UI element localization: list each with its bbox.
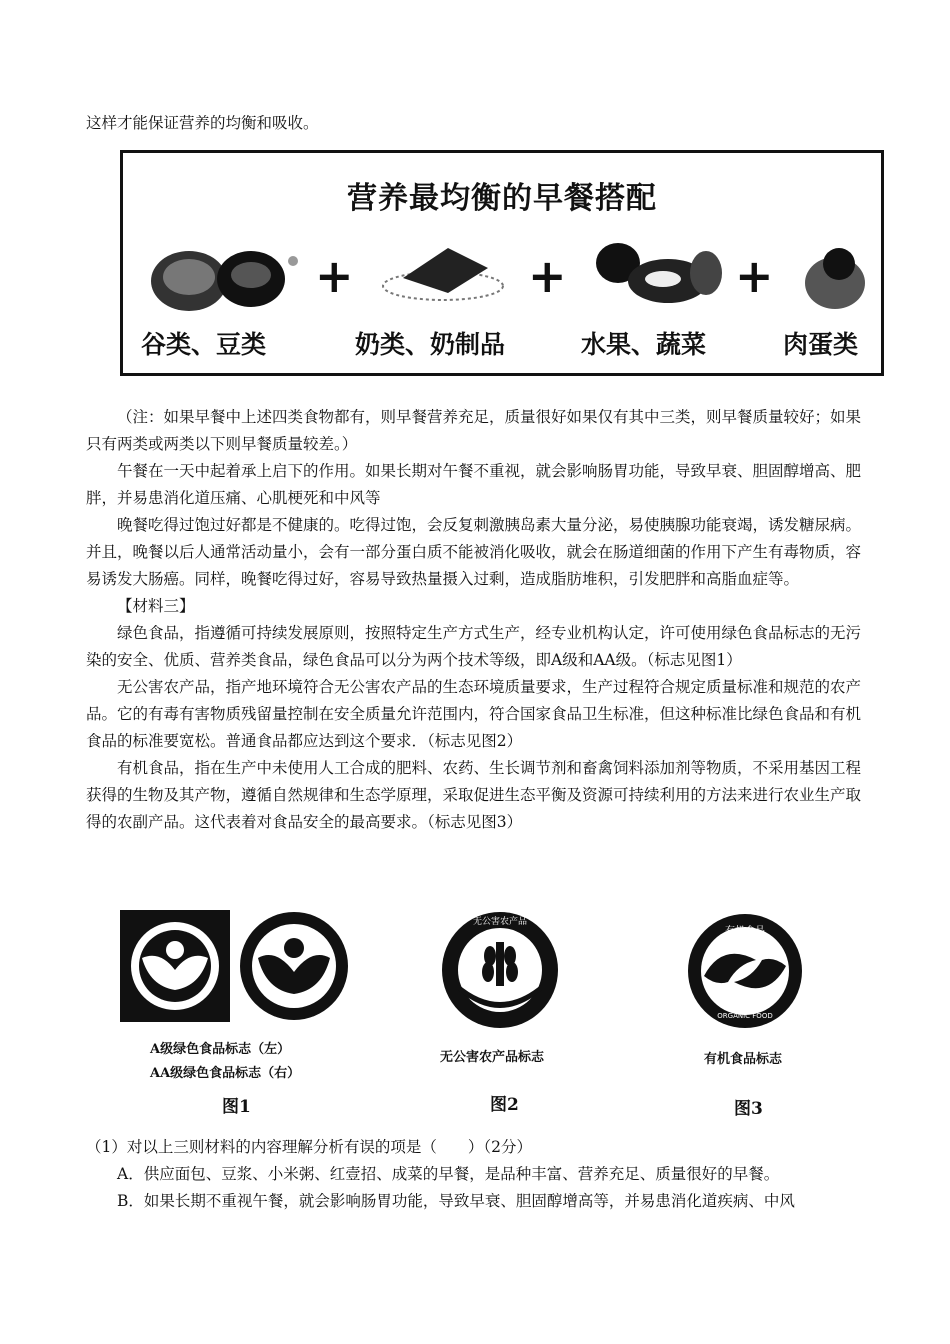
ring-text: 无公害农产品 — [472, 917, 528, 927]
organic-top-text: 有机食品 — [725, 926, 765, 937]
section-heading: 【材料三】 — [117, 597, 195, 615]
option-a: A．供应面包、豆浆、小米粥、红壹招、成菜的早餐，是品种丰富、营养充足、质量很好的早餐。 — [117, 1165, 780, 1183]
meat-egg-image — [795, 238, 875, 313]
paragraph: 这样才能保证营养的均衡和吸收。 — [86, 114, 319, 132]
plus-sign: + — [735, 249, 774, 303]
pollution-free-product-logo — [440, 910, 560, 1030]
lunch-paragraph: 午餐在一天中起着承上启下的作用。如果长期对午餐不重视，就会影响肠胃功能，导致早衰、胆固醇增高、肥胖，并易患消化道压痛、心肌梗死和中风等 — [86, 462, 862, 507]
milk-products-image — [378, 238, 508, 308]
intro-line — [86, 110, 866, 137]
body-text — [86, 404, 866, 836]
food-label: 谷类、豆类 — [141, 330, 267, 359]
note-paragraph: （注：如果早餐中上述四类食物都有，则早餐营养充足，质量很好如果仅有其中三类，则早餐质量较好；如果只有两类或两类以下则早餐质量较差。） — [86, 408, 862, 453]
organic-paragraph: 有机食品，指在生产中未使用人工合成的肥料、农药、生长调节剂和畜禽饲料添加剂等物质，不采用基因工程获得的生物及其产物，遵循自然规律和生态学原理，采取促进生态平衡及资源可持续利用的方法来进行农业生产取得的农副产品。这代表着对食品安全的最高要求。（标志见图3） — [86, 759, 862, 831]
organic-bottom-text: ORGANIC FOOD — [717, 1012, 773, 1020]
plus-sign: + — [528, 249, 567, 303]
fruit-vegetable-image — [588, 233, 728, 313]
figure-number: 图3 — [734, 1099, 763, 1119]
fig3-caption: 有机食品标志 — [704, 1052, 783, 1067]
fig1-caption-aa: AA级绿色食品标志（右） — [150, 1066, 301, 1081]
figure-number: 图1 — [222, 1097, 251, 1117]
figure-title: 营养最均衡的早餐搭配 — [347, 181, 657, 216]
food-label: 奶类、奶制品 — [355, 330, 506, 359]
green-food-paragraph: 绿色食品，指遵循可持续发展原则，按照特定生产方式生产，经专业机构认定，许可使用绿色食品标志的无污染的安全、优质、营养类食品，绿色食品可以分为两个技术等级，即A级和AA级。（标志见图1） — [86, 624, 862, 669]
plus-sign: + — [315, 249, 354, 303]
pollution-free-paragraph: 无公害农产品，指产地环境符合无公害农产品的生态环境质量要求，生产过程符合规定质量标准和规范的农产品。它的有毒有害物质残留量控制在安全质量允许范围内，符合国家食品卫生标准，但这种标准比绿色食品和有机食品的标准要宽松。普通食品都应达到这个要求．（标志见图2） — [86, 678, 862, 750]
food-label: 水果、蔬菜 — [581, 330, 707, 359]
figure-number: 图2 — [490, 1095, 519, 1115]
question-stem: （1）对以上三则材料的内容理解分析有误的项是（ ）（2分） — [86, 1138, 532, 1156]
a-grade-green-food-logo — [120, 910, 230, 1022]
breakfast-figure — [120, 150, 884, 376]
dinner-paragraph: 晚餐吃得过饱过好都是不健康的。吃得过饱，会反复刺激胰岛素大量分泌，易使胰腺功能衰竭，诱发糖尿病。并且，晚餐以后人通常活动量小，会有一部分蛋白质不能被消化吸收，就会在肠道细菌的作用下产生有毒物质，容易诱发大肠癌。同样，晚餐吃得过好，容易导致热量摄入过剩，造成脂肪堆积，引发肥胖和高脂血症等。 — [86, 516, 862, 588]
question-block — [86, 1134, 866, 1215]
option-b: B．如果长期不重视午餐，就会影响肠胃功能，导致早衰、胆固醇增高等，并易患消化道疾病、中风 — [117, 1192, 795, 1210]
food-label: 肉蛋类 — [783, 330, 859, 359]
fig2-caption: 无公害农产品标志 — [440, 1050, 545, 1065]
fig1-caption-a: A级绿色食品标志（左） — [150, 1042, 291, 1057]
organic-food-logo — [686, 912, 804, 1030]
grain-bean-bowls-image — [143, 231, 303, 321]
aa-grade-green-food-logo — [238, 910, 350, 1022]
